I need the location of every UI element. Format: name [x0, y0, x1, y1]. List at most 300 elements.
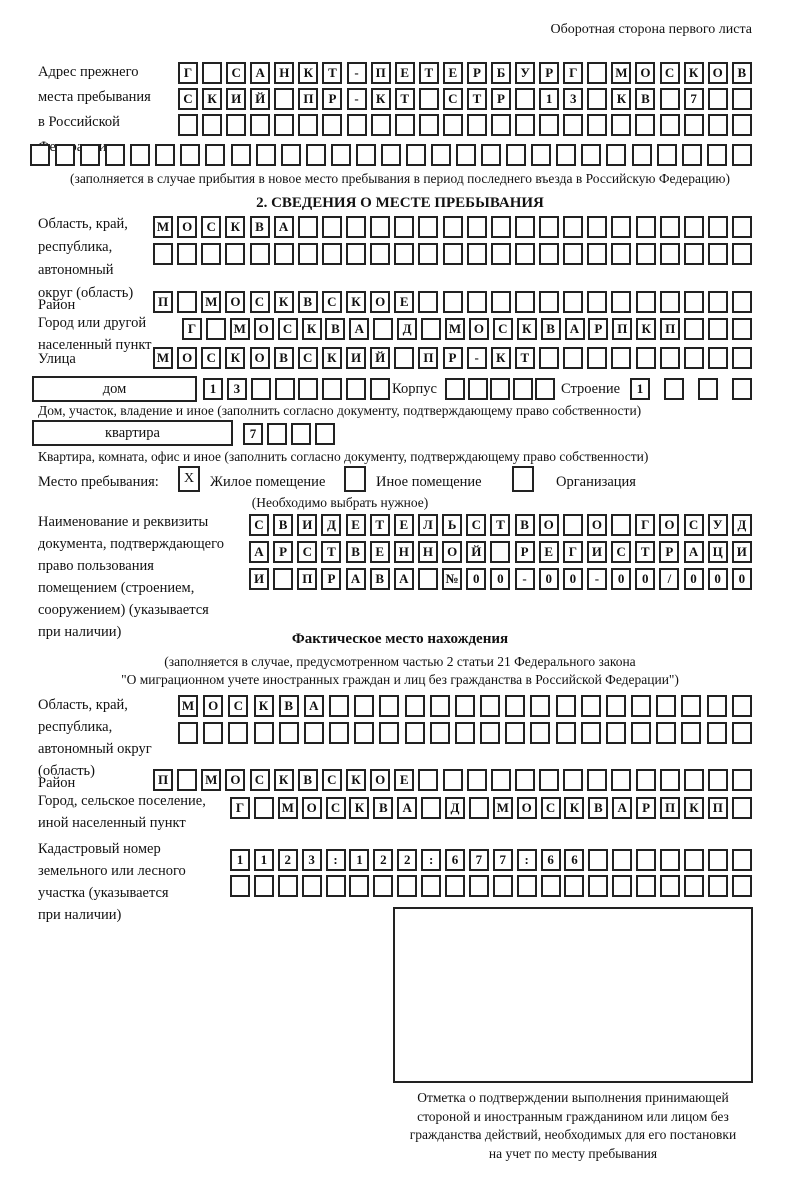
char-cell[interactable] — [418, 291, 438, 313]
char-cell[interactable] — [515, 243, 535, 265]
char-cell[interactable]: Й — [370, 347, 390, 369]
char-cell[interactable]: Ц — [708, 541, 728, 563]
char-cell[interactable]: М — [493, 797, 513, 819]
char-cell[interactable] — [298, 243, 318, 265]
char-cell[interactable]: 3 — [227, 378, 247, 400]
char-cell[interactable]: С — [250, 291, 270, 313]
char-cell[interactable]: М — [178, 695, 198, 717]
char-cell[interactable]: К — [298, 62, 318, 84]
char-cell[interactable] — [611, 769, 631, 791]
char-cell[interactable]: И — [732, 541, 752, 563]
char-cell[interactable]: С — [660, 62, 680, 84]
char-cell[interactable] — [505, 695, 525, 717]
char-cell[interactable]: С — [297, 541, 317, 563]
char-cell[interactable]: 7 — [243, 423, 263, 445]
char-cell[interactable] — [556, 695, 576, 717]
char-cell[interactable]: П — [371, 62, 391, 84]
f-oblast-row-2[interactable] — [178, 722, 752, 744]
char-cell[interactable] — [491, 114, 511, 136]
char-cell[interactable] — [322, 216, 342, 238]
char-cell[interactable] — [732, 378, 752, 400]
char-cell[interactable] — [732, 243, 752, 265]
char-cell[interactable]: О — [517, 797, 537, 819]
char-cell[interactable]: В — [370, 568, 390, 590]
char-cell[interactable]: 2 — [373, 849, 393, 871]
char-cell[interactable]: О — [177, 216, 197, 238]
char-cell[interactable] — [587, 114, 607, 136]
char-cell[interactable] — [611, 216, 631, 238]
char-cell[interactable] — [281, 144, 301, 166]
char-cell[interactable] — [250, 114, 270, 136]
doc-row-2[interactable] — [249, 541, 752, 563]
doc-row-3[interactable] — [249, 568, 752, 590]
char-cell[interactable] — [541, 875, 561, 897]
char-cell[interactable]: О — [177, 347, 197, 369]
char-cell[interactable] — [587, 347, 607, 369]
char-cell[interactable] — [515, 88, 535, 110]
char-cell[interactable]: - — [515, 568, 535, 590]
char-cell[interactable] — [660, 875, 680, 897]
char-cell[interactable] — [267, 423, 287, 445]
char-cell[interactable] — [130, 144, 150, 166]
char-cell[interactable]: К — [225, 216, 245, 238]
char-cell[interactable] — [394, 347, 414, 369]
char-cell[interactable]: Е — [370, 541, 390, 563]
char-cell[interactable] — [480, 722, 500, 744]
char-cell[interactable]: - — [467, 347, 487, 369]
char-cell[interactable] — [535, 378, 555, 400]
char-cell[interactable] — [275, 378, 295, 400]
char-cell[interactable] — [406, 144, 426, 166]
char-cell[interactable] — [254, 797, 274, 819]
char-cell[interactable] — [354, 722, 374, 744]
char-cell[interactable]: С — [178, 88, 198, 110]
char-cell[interactable]: Б — [491, 62, 511, 84]
char-cell[interactable] — [370, 216, 390, 238]
char-cell[interactable]: 3 — [563, 88, 583, 110]
char-cell[interactable] — [563, 243, 583, 265]
char-cell[interactable] — [732, 216, 752, 238]
char-cell[interactable]: 1 — [254, 849, 274, 871]
char-cell[interactable]: Р — [467, 62, 487, 84]
prev-address-row-2[interactable] — [178, 88, 752, 110]
char-cell[interactable]: О — [442, 541, 462, 563]
char-cell[interactable] — [588, 875, 608, 897]
char-cell[interactable] — [274, 114, 294, 136]
char-cell[interactable] — [480, 695, 500, 717]
char-cell[interactable]: Н — [274, 62, 294, 84]
char-cell[interactable] — [513, 378, 533, 400]
char-cell[interactable]: 0 — [732, 568, 752, 590]
char-cell[interactable]: В — [588, 797, 608, 819]
char-cell[interactable] — [373, 318, 393, 340]
char-cell[interactable]: 0 — [635, 568, 655, 590]
char-cell[interactable] — [291, 423, 311, 445]
char-cell[interactable]: М — [611, 62, 631, 84]
char-cell[interactable]: И — [346, 347, 366, 369]
char-cell[interactable] — [490, 378, 510, 400]
char-cell[interactable]: Р — [588, 318, 608, 340]
char-cell[interactable] — [481, 144, 501, 166]
char-cell[interactable]: Е — [394, 514, 414, 536]
char-cell[interactable] — [732, 114, 752, 136]
char-cell[interactable] — [732, 318, 752, 340]
char-cell[interactable]: К — [564, 797, 584, 819]
char-cell[interactable] — [684, 291, 704, 313]
s2-oblast-row-2[interactable] — [153, 243, 752, 265]
char-cell[interactable] — [443, 243, 463, 265]
char-cell[interactable] — [418, 769, 438, 791]
char-cell[interactable]: В — [279, 695, 299, 717]
char-cell[interactable] — [708, 243, 728, 265]
char-cell[interactable] — [587, 216, 607, 238]
char-cell[interactable] — [431, 144, 451, 166]
char-cell[interactable] — [657, 144, 677, 166]
char-cell[interactable] — [405, 722, 425, 744]
checkbox-inoe[interactable] — [344, 466, 366, 492]
char-cell[interactable] — [331, 144, 351, 166]
char-cell[interactable]: О — [708, 62, 728, 84]
char-cell[interactable] — [564, 875, 584, 897]
char-cell[interactable] — [515, 114, 535, 136]
char-cell[interactable] — [682, 144, 702, 166]
char-cell[interactable]: Н — [418, 541, 438, 563]
char-cell[interactable] — [732, 849, 752, 871]
char-cell[interactable]: В — [373, 797, 393, 819]
char-cell[interactable] — [556, 144, 576, 166]
char-cell[interactable]: 7 — [684, 88, 704, 110]
char-cell[interactable] — [587, 769, 607, 791]
char-cell[interactable]: Р — [273, 541, 293, 563]
char-cell[interactable]: В — [732, 62, 752, 84]
char-cell[interactable] — [660, 769, 680, 791]
char-cell[interactable] — [636, 769, 656, 791]
f-kadastr-row-2[interactable] — [230, 875, 752, 897]
kvartira-box[interactable]: квартира — [32, 420, 233, 446]
f-rayon-row[interactable] — [153, 769, 752, 791]
char-cell[interactable]: К — [274, 769, 294, 791]
char-cell[interactable]: К — [684, 62, 704, 84]
char-cell[interactable]: Т — [395, 88, 415, 110]
char-cell[interactable]: И — [297, 514, 317, 536]
char-cell[interactable] — [681, 695, 701, 717]
char-cell[interactable]: А — [565, 318, 585, 340]
char-cell[interactable] — [581, 144, 601, 166]
char-cell[interactable]: Т — [321, 541, 341, 563]
char-cell[interactable]: 0 — [684, 568, 704, 590]
char-cell[interactable] — [732, 797, 752, 819]
char-cell[interactable]: Н — [394, 541, 414, 563]
char-cell[interactable] — [606, 722, 626, 744]
char-cell[interactable] — [684, 114, 704, 136]
char-cell[interactable] — [587, 88, 607, 110]
char-cell[interactable] — [445, 875, 465, 897]
prev-address-row-3[interactable] — [178, 114, 752, 136]
char-cell[interactable] — [708, 318, 728, 340]
char-cell[interactable]: К — [349, 797, 369, 819]
char-cell[interactable]: А — [249, 541, 269, 563]
char-cell[interactable] — [254, 875, 274, 897]
char-cell[interactable]: Г — [230, 797, 250, 819]
char-cell[interactable]: М — [445, 318, 465, 340]
char-cell[interactable] — [539, 347, 559, 369]
char-cell[interactable] — [228, 722, 248, 744]
char-cell[interactable]: Е — [395, 62, 415, 84]
char-cell[interactable]: Д — [445, 797, 465, 819]
char-cell[interactable]: М — [153, 216, 173, 238]
char-cell[interactable]: О — [587, 514, 607, 536]
char-cell[interactable] — [611, 514, 631, 536]
char-cell[interactable] — [531, 144, 551, 166]
char-cell[interactable] — [467, 243, 487, 265]
char-cell[interactable]: О — [659, 514, 679, 536]
char-cell[interactable] — [395, 114, 415, 136]
char-cell[interactable]: А — [394, 568, 414, 590]
char-cell[interactable] — [30, 144, 50, 166]
char-cell[interactable] — [732, 875, 752, 897]
kvartira-cells[interactable] — [243, 423, 335, 445]
char-cell[interactable] — [684, 318, 704, 340]
char-cell[interactable] — [418, 568, 438, 590]
char-cell[interactable] — [563, 216, 583, 238]
char-cell[interactable]: И — [249, 568, 269, 590]
char-cell[interactable] — [421, 318, 441, 340]
char-cell[interactable] — [177, 291, 197, 313]
char-cell[interactable]: С — [443, 88, 463, 110]
char-cell[interactable]: Л — [418, 514, 438, 536]
char-cell[interactable] — [684, 243, 704, 265]
char-cell[interactable]: П — [298, 88, 318, 110]
char-cell[interactable]: Е — [394, 291, 414, 313]
char-cell[interactable] — [660, 114, 680, 136]
char-cell[interactable] — [563, 347, 583, 369]
char-cell[interactable] — [370, 378, 390, 400]
dom-number-cells[interactable] — [203, 378, 390, 400]
char-cell[interactable]: П — [153, 769, 173, 791]
char-cell[interactable]: К — [346, 291, 366, 313]
char-cell[interactable] — [732, 769, 752, 791]
char-cell[interactable] — [205, 144, 225, 166]
char-cell[interactable]: 2 — [397, 849, 417, 871]
char-cell[interactable] — [445, 378, 465, 400]
char-cell[interactable]: В — [298, 769, 318, 791]
char-cell[interactable]: В — [298, 291, 318, 313]
char-cell[interactable]: Д — [321, 514, 341, 536]
f-gorod-row[interactable] — [230, 797, 752, 819]
char-cell[interactable]: М — [201, 769, 221, 791]
char-cell[interactable]: - — [347, 88, 367, 110]
char-cell[interactable] — [443, 769, 463, 791]
char-cell[interactable]: 6 — [564, 849, 584, 871]
char-cell[interactable] — [468, 378, 488, 400]
char-cell[interactable] — [506, 144, 526, 166]
char-cell[interactable] — [708, 216, 728, 238]
char-cell[interactable]: Д — [732, 514, 752, 536]
char-cell[interactable]: У — [708, 514, 728, 536]
char-cell[interactable] — [563, 291, 583, 313]
char-cell[interactable] — [105, 144, 125, 166]
char-cell[interactable] — [732, 291, 752, 313]
char-cell[interactable] — [563, 769, 583, 791]
char-cell[interactable]: С — [322, 769, 342, 791]
char-cell[interactable]: У — [515, 62, 535, 84]
char-cell[interactable]: А — [250, 62, 270, 84]
char-cell[interactable]: 0 — [708, 568, 728, 590]
char-cell[interactable] — [698, 378, 718, 400]
char-cell[interactable]: С — [326, 797, 346, 819]
checkbox-organizatsiya[interactable] — [512, 466, 534, 492]
char-cell[interactable] — [587, 62, 607, 84]
char-cell[interactable] — [611, 243, 631, 265]
char-cell[interactable] — [684, 216, 704, 238]
char-cell[interactable] — [315, 423, 335, 445]
char-cell[interactable]: Т — [322, 62, 342, 84]
char-cell[interactable] — [707, 722, 727, 744]
char-cell[interactable]: 0 — [539, 568, 559, 590]
char-cell[interactable]: М — [278, 797, 298, 819]
char-cell[interactable] — [491, 769, 511, 791]
char-cell[interactable] — [636, 243, 656, 265]
char-cell[interactable] — [732, 144, 752, 166]
char-cell[interactable]: В — [274, 347, 294, 369]
char-cell[interactable] — [394, 216, 414, 238]
char-cell[interactable]: К — [225, 347, 245, 369]
char-cell[interactable] — [226, 114, 246, 136]
char-cell[interactable]: К — [517, 318, 537, 340]
char-cell[interactable]: - — [587, 568, 607, 590]
char-cell[interactable]: А — [397, 797, 417, 819]
stroenie-cells[interactable] — [630, 378, 752, 400]
char-cell[interactable] — [298, 378, 318, 400]
char-cell[interactable] — [539, 769, 559, 791]
char-cell[interactable]: Е — [539, 541, 559, 563]
char-cell[interactable] — [660, 243, 680, 265]
char-cell[interactable] — [322, 378, 342, 400]
char-cell[interactable] — [636, 875, 656, 897]
char-cell[interactable] — [708, 291, 728, 313]
char-cell[interactable] — [581, 695, 601, 717]
char-cell[interactable] — [349, 875, 369, 897]
char-cell[interactable]: 1 — [630, 378, 650, 400]
char-cell[interactable]: Е — [394, 769, 414, 791]
char-cell[interactable] — [456, 144, 476, 166]
char-cell[interactable] — [490, 541, 510, 563]
char-cell[interactable] — [606, 695, 626, 717]
char-cell[interactable] — [329, 722, 349, 744]
char-cell[interactable] — [656, 695, 676, 717]
char-cell[interactable]: А — [274, 216, 294, 238]
char-cell[interactable]: 6 — [445, 849, 465, 871]
char-cell[interactable] — [588, 849, 608, 871]
char-cell[interactable]: Й — [250, 88, 270, 110]
char-cell[interactable] — [556, 722, 576, 744]
char-cell[interactable] — [636, 216, 656, 238]
char-cell[interactable] — [467, 216, 487, 238]
char-cell[interactable] — [371, 114, 391, 136]
char-cell[interactable] — [177, 769, 197, 791]
char-cell[interactable] — [347, 114, 367, 136]
char-cell[interactable]: А — [346, 568, 366, 590]
char-cell[interactable]: П — [612, 318, 632, 340]
s2-oblast-row-1[interactable] — [153, 216, 752, 238]
char-cell[interactable] — [611, 114, 631, 136]
char-cell[interactable] — [539, 291, 559, 313]
char-cell[interactable]: К — [346, 769, 366, 791]
char-cell[interactable]: В — [325, 318, 345, 340]
char-cell[interactable] — [660, 88, 680, 110]
char-cell[interactable]: Р — [322, 88, 342, 110]
char-cell[interactable] — [326, 875, 346, 897]
char-cell[interactable] — [373, 875, 393, 897]
char-cell[interactable] — [611, 347, 631, 369]
char-cell[interactable] — [178, 722, 198, 744]
char-cell[interactable] — [443, 216, 463, 238]
s2-gorod-row[interactable] — [182, 318, 752, 340]
char-cell[interactable] — [430, 695, 450, 717]
char-cell[interactable]: В — [250, 216, 270, 238]
char-cell[interactable]: О — [203, 695, 223, 717]
char-cell[interactable] — [467, 769, 487, 791]
char-cell[interactable] — [430, 722, 450, 744]
char-cell[interactable] — [201, 243, 221, 265]
char-cell[interactable] — [707, 695, 727, 717]
char-cell[interactable] — [298, 114, 318, 136]
char-cell[interactable] — [180, 144, 200, 166]
char-cell[interactable] — [732, 722, 752, 744]
char-cell[interactable] — [469, 875, 489, 897]
char-cell[interactable]: М — [201, 291, 221, 313]
char-cell[interactable] — [419, 88, 439, 110]
s2-rayon-row[interactable] — [153, 291, 752, 313]
char-cell[interactable]: С — [684, 514, 704, 536]
char-cell[interactable]: К — [202, 88, 222, 110]
char-cell[interactable] — [256, 144, 276, 166]
char-cell[interactable]: П — [660, 797, 680, 819]
char-cell[interactable] — [203, 722, 223, 744]
char-cell[interactable] — [55, 144, 75, 166]
char-cell[interactable] — [405, 695, 425, 717]
char-cell[interactable]: 2 — [278, 849, 298, 871]
char-cell[interactable] — [153, 243, 173, 265]
char-cell[interactable]: Р — [443, 347, 463, 369]
char-cell[interactable] — [346, 216, 366, 238]
char-cell[interactable]: И — [226, 88, 246, 110]
char-cell[interactable] — [455, 722, 475, 744]
char-cell[interactable] — [370, 243, 390, 265]
char-cell[interactable] — [155, 144, 175, 166]
char-cell[interactable] — [419, 114, 439, 136]
char-cell[interactable] — [517, 875, 537, 897]
char-cell[interactable]: О — [370, 291, 390, 313]
char-cell[interactable] — [304, 722, 324, 744]
char-cell[interactable] — [636, 849, 656, 871]
char-cell[interactable] — [587, 291, 607, 313]
char-cell[interactable]: Т — [515, 347, 535, 369]
char-cell[interactable] — [635, 114, 655, 136]
char-cell[interactable]: Д — [397, 318, 417, 340]
char-cell[interactable]: К — [491, 347, 511, 369]
char-cell[interactable] — [381, 144, 401, 166]
char-cell[interactable]: 1 — [203, 378, 223, 400]
char-cell[interactable]: Т — [370, 514, 390, 536]
char-cell[interactable]: 7 — [493, 849, 513, 871]
char-cell[interactable] — [581, 722, 601, 744]
char-cell[interactable]: 0 — [466, 568, 486, 590]
char-cell[interactable] — [202, 62, 222, 84]
char-cell[interactable] — [202, 114, 222, 136]
char-cell[interactable]: С — [298, 347, 318, 369]
char-cell[interactable]: С — [493, 318, 513, 340]
